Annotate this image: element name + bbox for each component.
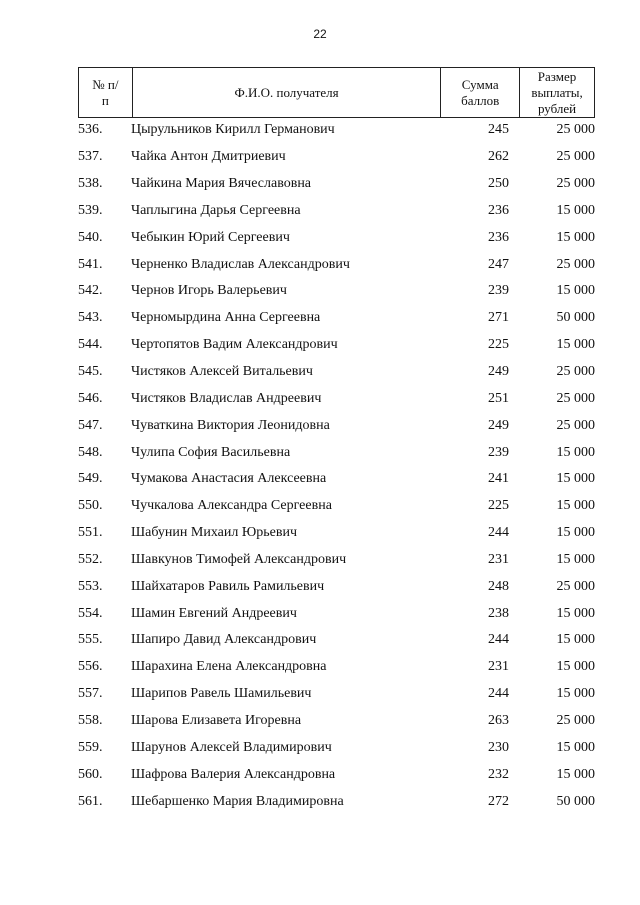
row-number: 561. [78, 793, 103, 809]
payment-amount: 25 000 [556, 149, 595, 165]
header-score-text: Сумма баллов [461, 76, 500, 108]
recipient-name: Шарова Елизавета Игоревна [131, 712, 302, 728]
recipient-name: Шафрова Валерия Александровна [131, 766, 336, 782]
score-sum: 231 [488, 659, 509, 675]
payment-amount: 25 000 [556, 417, 595, 433]
score-sum: 232 [488, 766, 509, 782]
row-number: 537. [78, 149, 103, 165]
table-row [78, 573, 595, 600]
score-sum: 250 [488, 176, 509, 192]
table-body [78, 117, 595, 815]
recipient-name: Черненко Владислав Александрович [131, 256, 350, 272]
header-num-text: № п/п [92, 76, 119, 108]
score-sum: 262 [488, 149, 509, 165]
row-number: 544. [78, 337, 103, 353]
payment-amount: 15 000 [556, 686, 595, 702]
table-row [78, 788, 595, 815]
payment-amount: 15 000 [556, 632, 595, 648]
payment-amount: 15 000 [556, 605, 595, 621]
row-number: 553. [78, 578, 103, 594]
table-row [78, 734, 595, 761]
header-num [79, 68, 133, 118]
recipient-name: Чумакова Анастасия Алексеевна [131, 471, 327, 487]
table-row [78, 681, 595, 708]
table-row [78, 466, 595, 493]
payment-amount: 25 000 [556, 256, 595, 272]
header-score [441, 68, 520, 118]
payment-amount: 15 000 [556, 202, 595, 218]
score-sum: 244 [488, 525, 509, 541]
row-number: 541. [78, 256, 103, 272]
header-pay [520, 68, 595, 118]
score-sum: 249 [488, 417, 509, 433]
score-sum: 245 [488, 122, 509, 138]
recipient-name: Цырульников Кирилл Германович [131, 122, 335, 138]
table-row [78, 305, 595, 332]
table-row [78, 600, 595, 627]
table-row [78, 708, 595, 735]
row-number: 557. [78, 686, 103, 702]
payment-amount: 25 000 [556, 712, 595, 728]
table-row [78, 520, 595, 547]
recipient-name: Чулипа София Васильевна [131, 444, 291, 460]
row-number: 555. [78, 632, 103, 648]
page-number: 22 [313, 27, 327, 41]
table-row [78, 332, 595, 359]
recipient-name: Чистяков Алексей Витальевич [131, 364, 313, 380]
score-sum: 248 [488, 578, 509, 594]
recipient-name: Шарахина Елена Александровна [131, 659, 327, 675]
table-row [78, 198, 595, 225]
table-row [78, 493, 595, 520]
row-number: 536. [78, 122, 103, 138]
payment-amount: 50 000 [556, 310, 595, 326]
table-row [78, 144, 595, 171]
payment-amount: 15 000 [556, 659, 595, 675]
row-number: 560. [78, 766, 103, 782]
row-number: 552. [78, 551, 103, 567]
table-row [78, 251, 595, 278]
header-pay-text: Размер выплаты, рублей [531, 68, 583, 116]
score-sum: 230 [488, 739, 509, 755]
score-sum: 272 [488, 793, 509, 809]
recipient-name: Чайкина Мария Вячеславовна [131, 176, 312, 192]
table-row [78, 547, 595, 574]
score-sum: 239 [488, 444, 509, 460]
table-row [78, 654, 595, 681]
payment-amount: 15 000 [556, 229, 595, 245]
payment-amount: 50 000 [556, 793, 595, 809]
row-number: 545. [78, 364, 103, 380]
table-header [78, 67, 595, 118]
score-sum: 244 [488, 632, 509, 648]
payment-amount: 25 000 [556, 176, 595, 192]
score-sum: 225 [488, 337, 509, 353]
recipient-name: Чернов Игорь Валерьевич [131, 283, 287, 299]
table-row [78, 761, 595, 788]
recipient-name: Чуваткина Виктория Леонидовна [131, 417, 330, 433]
score-sum: 238 [488, 605, 509, 621]
score-sum: 236 [488, 202, 509, 218]
table-row [78, 171, 595, 198]
score-sum: 251 [488, 390, 509, 406]
table-row [78, 359, 595, 386]
payment-amount: 15 000 [556, 283, 595, 299]
table-row [78, 412, 595, 439]
row-number: 538. [78, 176, 103, 192]
payment-amount: 15 000 [556, 337, 595, 353]
table-row [78, 224, 595, 251]
row-number: 550. [78, 498, 103, 514]
recipient-name: Чертопятов Вадим Александрович [131, 337, 338, 353]
table-row [78, 278, 595, 305]
row-number: 547. [78, 417, 103, 433]
row-number: 554. [78, 605, 103, 621]
recipient-name: Чаплыгина Дарья Сергеевна [131, 202, 301, 218]
payment-amount: 15 000 [556, 498, 595, 514]
row-number: 542. [78, 283, 103, 299]
score-sum: 263 [488, 712, 509, 728]
recipient-name: Шамин Евгений Андреевич [131, 605, 297, 621]
payment-amount: 25 000 [556, 390, 595, 406]
recipient-name: Шабунин Михаил Юрьевич [131, 525, 297, 541]
score-sum: 225 [488, 498, 509, 514]
score-sum: 271 [488, 310, 509, 326]
recipient-name: Шебаршенко Мария Владимировна [131, 793, 344, 809]
score-sum: 231 [488, 551, 509, 567]
row-number: 543. [78, 310, 103, 326]
recipient-name: Черномырдина Анна Сергеевна [131, 310, 321, 326]
payment-amount: 15 000 [556, 551, 595, 567]
payment-amount: 15 000 [556, 766, 595, 782]
table-row [78, 627, 595, 654]
payment-amount: 15 000 [556, 444, 595, 460]
recipient-name: Чебыкин Юрий Сергеевич [131, 229, 290, 245]
recipient-name: Чистяков Владислав Андреевич [131, 390, 322, 406]
row-number: 540. [78, 229, 103, 245]
recipient-name: Шапиро Давид Александрович [131, 632, 317, 648]
recipient-name: Шавкунов Тимофей Александрович [131, 551, 347, 567]
row-number: 548. [78, 444, 103, 460]
row-number: 559. [78, 739, 103, 755]
payment-amount: 25 000 [556, 578, 595, 594]
header-name: Ф.И.О. получателя [132, 68, 441, 118]
score-sum: 239 [488, 283, 509, 299]
row-number: 551. [78, 525, 103, 541]
payment-amount: 15 000 [556, 525, 595, 541]
recipient-name: Шарунов Алексей Владимирович [131, 739, 332, 755]
recipient-name: Чучкалова Александра Сергеевна [131, 498, 332, 514]
score-sum: 249 [488, 364, 509, 380]
row-number: 558. [78, 712, 103, 728]
payment-amount: 25 000 [556, 122, 595, 138]
score-sum: 247 [488, 256, 509, 272]
payment-amount: 25 000 [556, 364, 595, 380]
row-number: 549. [78, 471, 103, 487]
recipient-name: Чайка Антон Дмитриевич [131, 149, 286, 165]
row-number: 546. [78, 390, 103, 406]
score-sum: 236 [488, 229, 509, 245]
payment-amount: 15 000 [556, 471, 595, 487]
recipient-name: Шайхатаров Равиль Рамильевич [131, 578, 325, 594]
row-number: 556. [78, 659, 103, 675]
table-row [78, 385, 595, 412]
row-number: 539. [78, 202, 103, 218]
table-row [78, 439, 595, 466]
score-sum: 244 [488, 686, 509, 702]
score-sum: 241 [488, 471, 509, 487]
payment-amount: 15 000 [556, 739, 595, 755]
table-row [78, 117, 595, 144]
recipient-name: Шарипов Равель Шамильевич [131, 686, 312, 702]
